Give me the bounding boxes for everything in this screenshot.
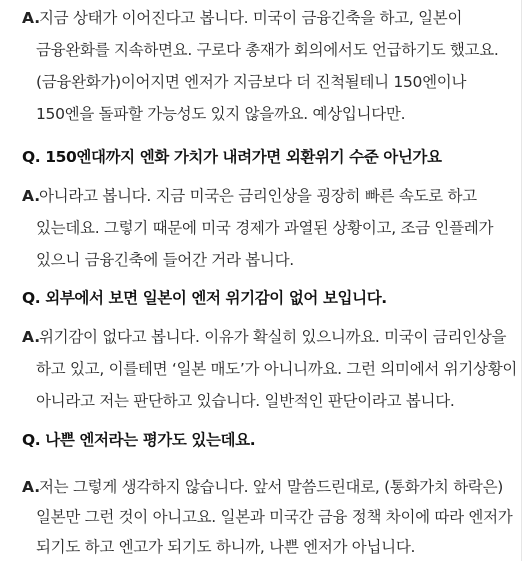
answer-line: 하고 있고, 이를테면 ‘일본 매도’가 아니니까요. 그런 의미에서 위기상황이	[36, 360, 518, 378]
question-heading: Q. 나쁜 엔저라는 평가도 있는데요.	[22, 431, 256, 449]
answer-line: 일본만 그런 것이 아니고요. 일본과 미국간 금융 정책 차이에 따라 엔저가	[36, 508, 513, 526]
answer-line: 금융완화를 지속하면요. 구로다 총재가 회의에서도 언급하기도 했고요.	[36, 41, 499, 59]
answer-prefix: A.	[22, 328, 41, 346]
answer-line: 위기감이 없다고 봅니다. 이유가 확실히 있으니까요. 미국이 금리인상을	[39, 328, 507, 346]
answer-line: 150엔을 돌파할 가능성도 있지 않을까요. 예상입니다만.	[36, 105, 406, 123]
answer-prefix: A.	[22, 478, 41, 496]
answer-line: 저는 그렇게 생각하지 않습니다. 앞서 말씀드린대로, (통화가치 하락은)	[39, 478, 503, 496]
answer-line: 아니라고 저는 판단하고 있습니다. 일반적인 판단이라고 봅니다.	[36, 392, 455, 410]
answer-prefix: A.	[22, 9, 41, 27]
answer-line: 있는데요. 그렇기 때문에 미국 경제가 과열된 상황이고, 조금 인플레가	[36, 219, 494, 237]
answer-line: 지금 상태가 이어진다고 봅니다. 미국이 금융긴축을 하고, 일본이	[39, 9, 463, 27]
answer-line: 아니라고 봅니다. 지금 미국은 금리인상을 굉장히 빠른 속도로 하고	[39, 187, 477, 205]
answer-prefix: A.	[22, 187, 41, 205]
question-heading: Q. 150엔대까지 엔화 가치가 내려가면 외환위기 수준 아닌가요	[22, 148, 442, 166]
answer-line: (금융완화가)이어지면 엔저가 지금보다 더 진척될테니 150엔이나	[36, 73, 467, 91]
question-heading: Q. 외부에서 보면 일본이 엔저 위기감이 없어 보입니다.	[22, 289, 387, 307]
right-border	[521, 0, 522, 561]
answer-line: 되기도 하고 엔고가 되기도 하니까, 나쁜 엔저가 아닙니다.	[36, 538, 416, 556]
answer-line: 있으니 금융긴축에 들어간 거라 봅니다.	[36, 251, 294, 269]
